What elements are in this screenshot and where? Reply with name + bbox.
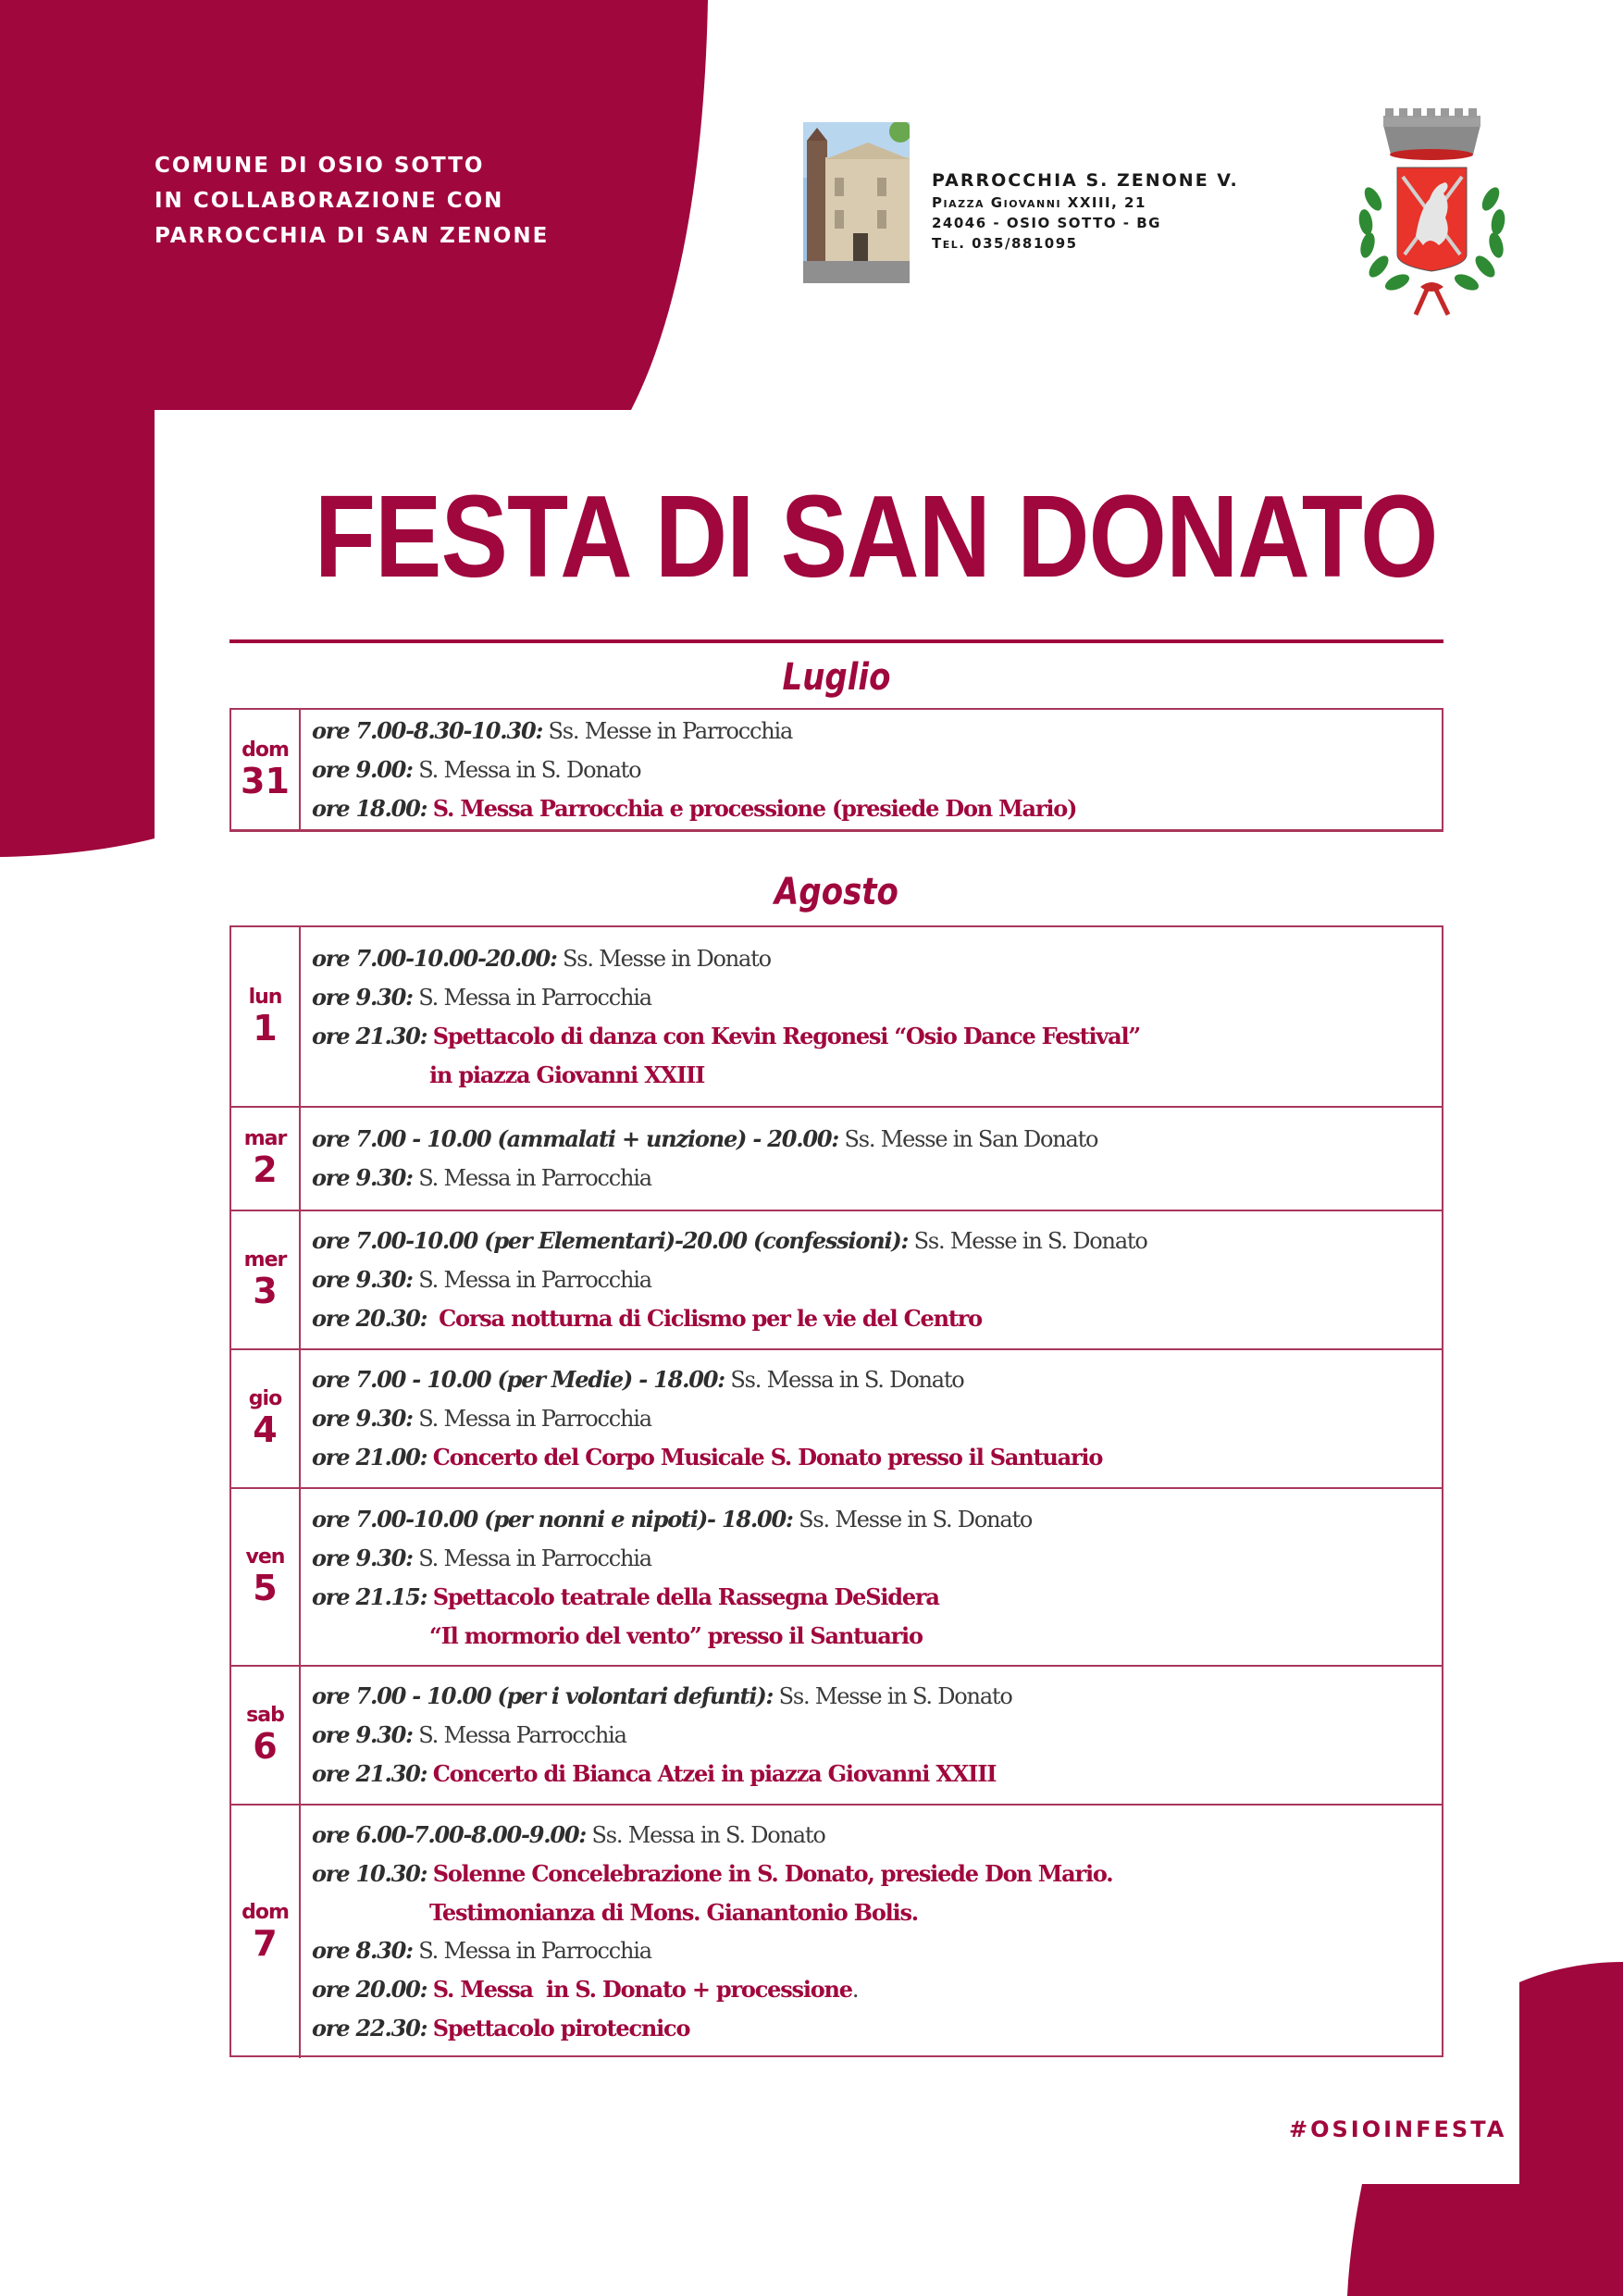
event-line <box>312 1816 1112 1855</box>
event-time: ore 21.30: <box>312 1023 427 1049</box>
day-row <box>231 927 1442 1106</box>
day-row <box>231 1804 1442 2058</box>
event-description: Ss. Messe in Parrocchia <box>542 718 793 744</box>
schedule-table-agosto <box>229 925 1443 2057</box>
day-number: 4 <box>253 1409 278 1450</box>
event-description: S. Messa in Parrocchia <box>412 1267 651 1293</box>
date-cell <box>231 1806 301 2058</box>
event-time: ore 7.00 - 10.00 (per i volontari defunti): <box>312 1682 774 1709</box>
event-time: ore 7.00-10.00 (per Elementari)-20.00 (confessioni): <box>312 1227 909 1254</box>
event-time: ore 7.00-10.00-20.00: <box>312 945 557 972</box>
event-description: S. Messa Parrocchia <box>412 1722 626 1748</box>
event-time: ore 6.00-7.00-8.00-9.00: <box>312 1821 587 1848</box>
event-description: S. Messa in Parrocchia <box>412 1938 651 1964</box>
parish-city: 24046 - OSIO SOTTO - BG <box>932 215 1161 231</box>
event-description: S. Messa in S. Donato <box>412 757 641 783</box>
date-cell <box>231 710 301 830</box>
parish-address: Piazza Giovanni XXIII, 21 <box>932 194 1146 211</box>
day-row <box>231 1487 1442 1665</box>
events-cell <box>301 927 1140 1106</box>
schedule-table-luglio <box>229 708 1443 832</box>
events-cell <box>301 1489 1032 1665</box>
day-of-week: gio <box>248 1387 282 1410</box>
event-description: S. Messa in Parrocchia <box>412 1406 651 1432</box>
event-highlight: S. Messa in S. Donato + processione <box>432 1976 852 2003</box>
event-highlight: Spettacolo di danza con Kevin Regonesi “Osio Dance Festival” <box>432 1023 1140 1049</box>
event-description: Ss. Messa in S. Donato <box>586 1822 825 1848</box>
event-description: S. Messa in Parrocchia <box>412 985 651 1011</box>
day-of-week: lun <box>248 985 282 1009</box>
event-line <box>312 1500 1032 1539</box>
day-of-week: mar <box>243 1127 287 1150</box>
organizer-line: PARROCCHIA DI SAN ZENONE <box>155 224 550 248</box>
event-description: S. Messa in Parrocchia <box>412 1545 651 1571</box>
events-cell <box>301 1211 1147 1348</box>
events-cell <box>301 1108 1097 1210</box>
event-description: Ss. Messa in S. Donato <box>724 1367 964 1393</box>
event-time: ore 18.00: <box>312 795 427 822</box>
event-time: ore 7.00-8.30-10.30: <box>312 717 543 744</box>
event-line <box>312 1438 1102 1477</box>
event-highlight: Corsa notturna di Ciclismo per le vie del Centro <box>439 1305 982 1332</box>
event-time: ore 9.30: <box>312 1544 413 1571</box>
event-line <box>312 1539 1032 1578</box>
date-cell <box>231 1350 301 1487</box>
event-line <box>312 978 1140 1017</box>
event-line <box>312 1399 1102 1438</box>
date-cell <box>231 927 301 1106</box>
event-description: Ss. Messe in S. Donato <box>773 1683 1012 1709</box>
event-line <box>312 1360 1102 1399</box>
event-line <box>312 2009 1112 2048</box>
title-divider <box>229 639 1443 643</box>
event-description: Ss. Messe in San Donato <box>838 1126 1098 1152</box>
page-title: FESTA DI SAN DONATO <box>314 471 1438 602</box>
event-time: ore 9.30: <box>312 1721 413 1748</box>
parish-phone: Tel. 035/881095 <box>932 235 1078 252</box>
event-line <box>312 939 1140 978</box>
event-description: Ss. Messe in S. Donato <box>908 1228 1147 1254</box>
event-time: ore 22.30: <box>312 2015 427 2042</box>
day-row <box>231 1210 1442 1348</box>
day-number: 31 <box>241 761 290 801</box>
day-row <box>231 710 1442 830</box>
event-line <box>312 789 1076 828</box>
day-row <box>231 1665 1442 1804</box>
event-time: ore 7.00 - 10.00 (ammalati + unzione) - 20.00: <box>312 1125 839 1152</box>
parish-name: PARROCCHIA S. ZENONE V. <box>932 170 1239 191</box>
parish-info <box>932 168 1239 254</box>
event-highlight: Solenne Concelebrazione in S. Donato, presiede Don Mario. <box>432 1860 1113 1887</box>
organizer-line: COMUNE DI OSIO SOTTO <box>155 154 485 178</box>
day-number: 5 <box>253 1568 278 1608</box>
event-highlight: Concerto del Corpo Musicale S. Donato presso il Santuario <box>432 1444 1103 1471</box>
church-photo <box>803 122 910 283</box>
municipal-crest-icon <box>1342 97 1522 329</box>
event-description: Ss. Messe in Donato <box>556 946 771 972</box>
event-description: S. Messa in Parrocchia <box>412 1165 651 1191</box>
day-number: 3 <box>253 1271 278 1311</box>
event-line <box>312 1017 1140 1056</box>
event-line <box>312 1120 1097 1159</box>
day-number: 7 <box>253 1922 278 1964</box>
day-of-week: ven <box>245 1545 285 1569</box>
event-line: in piazza Giovanni XXIII <box>429 1061 705 1088</box>
event-description: Ss. Messe in S. Donato <box>792 1506 1033 1533</box>
day-of-week: mer <box>243 1248 287 1272</box>
event-line <box>312 712 1076 751</box>
event-line <box>312 1578 1032 1617</box>
event-tail: . <box>851 1977 859 2003</box>
event-line <box>312 1299 1147 1338</box>
event-line <box>312 1260 1147 1299</box>
event-time: ore 21.00: <box>312 1444 427 1471</box>
event-line <box>312 1755 1012 1793</box>
event-line: Testimonianza di Mons. Gianantonio Bolis. <box>429 1899 918 1926</box>
event-time: ore 10.30: <box>312 1860 427 1887</box>
event-time: ore 7.00-10.00 (per nonni e nipoti)- 18.00: <box>312 1505 793 1533</box>
day-row <box>231 1106 1442 1210</box>
events-cell <box>301 1667 1012 1804</box>
event-time: ore 21.15: <box>312 1582 427 1610</box>
events-cell <box>301 710 1076 830</box>
event-time: ore 21.30: <box>312 1760 427 1787</box>
event-time: ore 20.30: <box>312 1305 427 1332</box>
day-of-week: dom <box>242 1900 289 1924</box>
day-of-week: dom <box>242 738 289 762</box>
day-row <box>231 1348 1442 1487</box>
event-time: ore 8.30: <box>312 1937 413 1964</box>
event-highlight: Spettacolo teatrale della Rassegna DeSidera <box>432 1582 939 1610</box>
month-heading-agosto: Agosto <box>774 871 898 913</box>
events-cell <box>301 1806 1112 2058</box>
event-time: ore 9.30: <box>312 1266 413 1293</box>
hashtag: #OSIOINFESTA <box>1289 2116 1507 2142</box>
day-of-week: sab <box>246 1704 284 1727</box>
event-line: “Il mormorio del vento” presso il Santuario <box>429 1621 923 1649</box>
event-line <box>312 751 1076 789</box>
event-highlight: S. Messa Parrocchia e processione (presiede Don Mario) <box>432 795 1077 822</box>
event-line <box>312 1931 1112 1970</box>
month-heading-luglio: Luglio <box>782 656 891 699</box>
event-highlight: Concerto di Bianca Atzei in piazza Giovanni XXIII <box>432 1760 997 1787</box>
event-description <box>427 1306 439 1332</box>
event-time: ore 9.00: <box>312 756 413 783</box>
date-cell <box>231 1489 301 1665</box>
event-time: ore 9.30: <box>312 1164 413 1191</box>
event-line <box>312 1970 1112 2009</box>
event-line <box>312 1716 1012 1755</box>
event-line <box>312 1159 1097 1198</box>
events-cell <box>301 1350 1102 1487</box>
date-cell <box>231 1108 301 1210</box>
event-time: ore 20.00: <box>312 1976 427 2003</box>
event-time: ore 9.30: <box>312 1405 413 1432</box>
event-line <box>312 1222 1147 1260</box>
event-time: ore 9.30: <box>312 984 413 1011</box>
event-highlight: Spettacolo pirotecnico <box>432 2015 690 2042</box>
date-cell <box>231 1667 301 1804</box>
day-number: 6 <box>253 1726 278 1767</box>
date-cell <box>231 1211 301 1348</box>
day-number: 2 <box>253 1149 278 1190</box>
event-line <box>312 1677 1012 1716</box>
organizers <box>155 148 549 254</box>
organizer-line: IN COLLABORAZIONE CON <box>155 189 504 213</box>
event-line <box>312 1855 1112 1893</box>
day-number: 1 <box>253 1007 278 1049</box>
event-time: ore 7.00 - 10.00 (per Medie) - 18.00: <box>312 1366 725 1393</box>
